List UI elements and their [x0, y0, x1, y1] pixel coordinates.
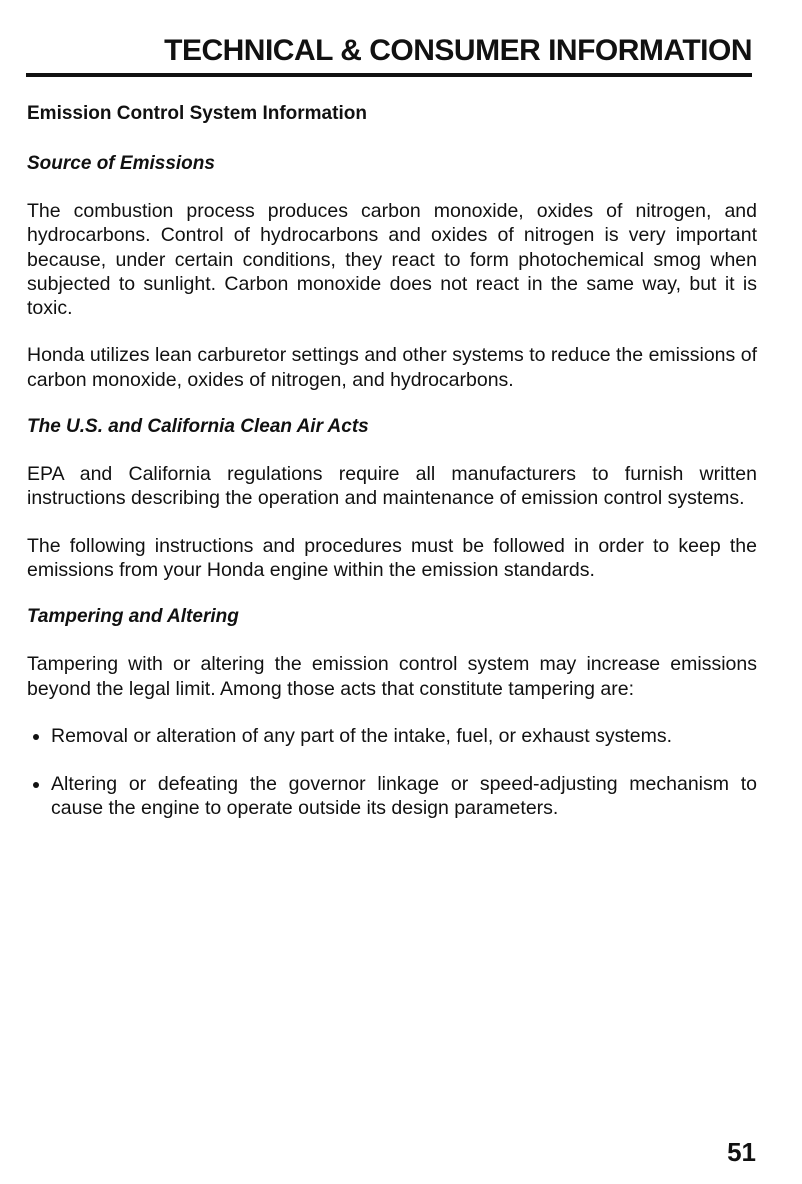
page-number: 51 [727, 1137, 756, 1167]
section-heading: Emission Control System Information [27, 103, 367, 124]
subheading-tampering: Tampering and Altering [27, 606, 239, 628]
page-content [27, 101, 757, 845]
paragraph-epa-regulations: EPA and California regulations require all manufacturers to furnish written instructions describing the operation and maintenance of emission control systems. [27, 463, 757, 510]
list-item [27, 724, 757, 748]
header-rule [26, 73, 752, 77]
paragraph-combustion: The combustion process produces carbon monoxide, oxides of nitrogen, and hydrocarbons. Control of hydrocarbons and oxides of nitrogen is very important because, under certain conditions, they react to form photochemical smog when subjected to sunlight. Carbon monoxide does not react in the same way, but it is toxic. [27, 200, 757, 320]
paragraph-honda-lean-settings: Honda utilizes lean carburetor settings and other systems to reduce the emissions of carbon monoxide, oxides of nitrogen, and hydrocarbons. [27, 344, 757, 391]
tampering-list [27, 724, 757, 821]
subheading-clean-air-acts: The U.S. and California Clean Air Acts [27, 416, 369, 438]
bullet-icon [33, 782, 39, 788]
bullet-icon [33, 734, 39, 740]
paragraph-tampering-intro: Tampering with or altering the emission control system may increase emissions beyond the legal limit. Among those acts that constitute tampering are: [27, 653, 757, 700]
list-item [27, 772, 757, 821]
paragraph-following-instructions: The following instructions and procedures must be followed in order to keep the emissions from your Honda engine within the emission standards. [27, 534, 757, 581]
list-item-text: Altering or defeating the governor linkage or speed-adjusting mechanism to cause the engine to operate outside its design parameters. [51, 773, 757, 820]
page-header-title: TECHNICAL & CONSUMER INFORMATION [164, 34, 752, 67]
subheading-source-of-emissions: Source of Emissions [27, 153, 215, 174]
list-item-text: Removal or alteration of any part of the intake, fuel, or exhaust systems. [51, 724, 673, 747]
